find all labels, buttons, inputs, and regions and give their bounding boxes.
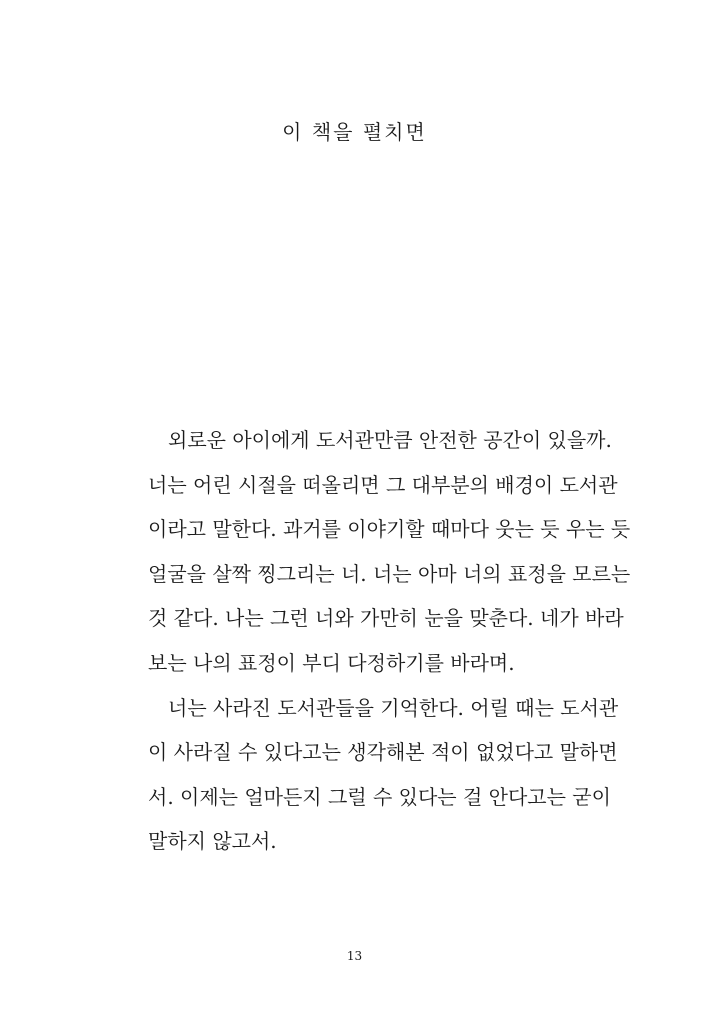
- paragraph-line: 너는 어린 시절을 떠올리면 그 대부분의 배경이 도서관: [148, 472, 618, 497]
- paragraph-line: 이 사라질 수 있다고는 생각해본 적이 없었다고 말하면: [148, 740, 618, 765]
- paragraph-line: 서. 이제는 얼마든지 그럴 수 있다는 걸 안다고는 굳이: [148, 784, 611, 809]
- paragraph-line: 말하지 않고서.: [148, 829, 277, 854]
- paragraph-line: 너는 사라진 도서관들을 기억한다. 어릴 때는 도서관: [168, 695, 619, 720]
- body-text: [148, 418, 631, 864]
- paragraph-line: 것 같다. 나는 그런 너와 가만히 눈을 맞춘다. 네가 바라: [148, 606, 624, 631]
- page-number: 13: [346, 949, 363, 963]
- paragraph-line: 보는 나의 표정이 부디 다정하기를 바라며.: [148, 650, 515, 675]
- paragraph-line: 얼굴을 살짝 찡그리는 너. 너는 아마 너의 표정을 모르는: [148, 561, 631, 586]
- chapter-title: 이 책을 펼치면: [282, 120, 427, 144]
- paragraph-line: 이라고 말한다. 과거를 이야기할 때마다 웃는 듯 우는 듯: [148, 517, 631, 542]
- paragraph-line: 외로운 아이에게 도서관만큼 안전한 공간이 있을까.: [168, 428, 612, 452]
